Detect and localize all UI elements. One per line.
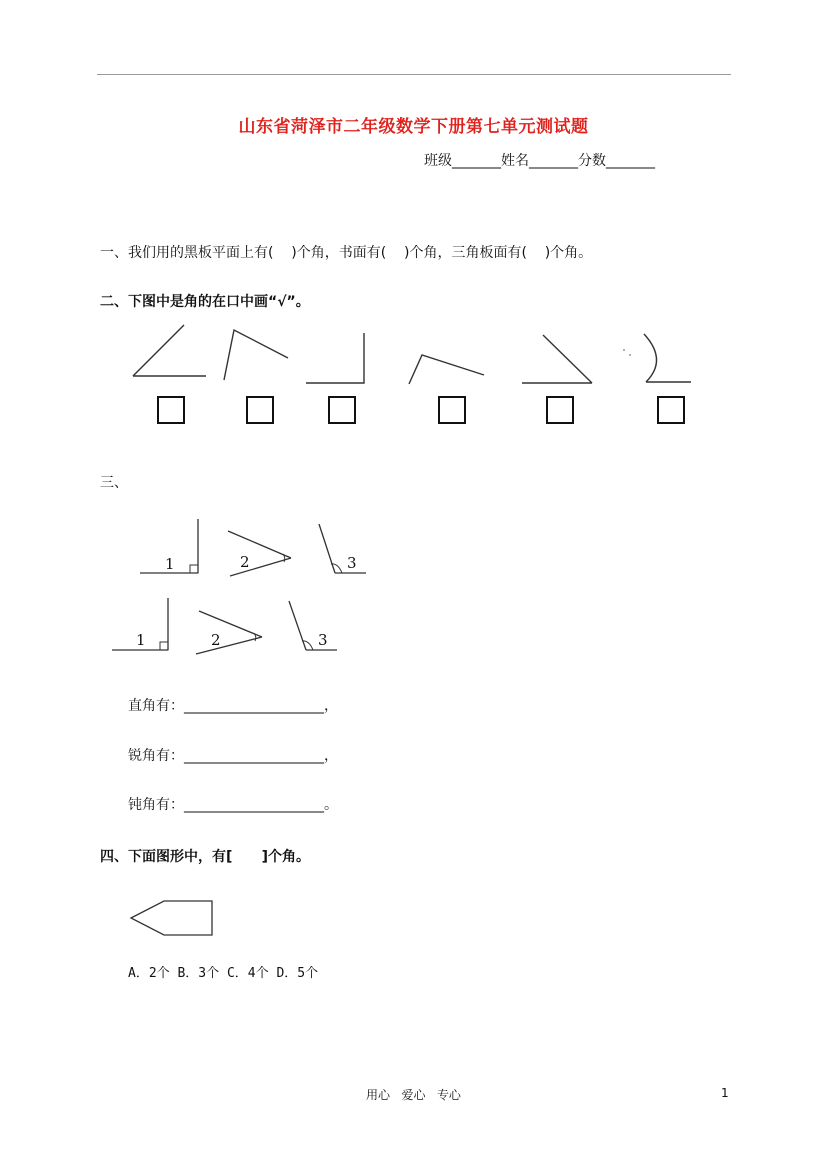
angle-1-label: 1 (136, 631, 146, 649)
page-number: 1 (721, 1086, 729, 1100)
angle-3-label: 3 (347, 554, 357, 572)
footer-text: 用心 爱心 专心 (366, 1088, 461, 1102)
right-angle-answer[interactable]: 直角有：____________________， (128, 698, 338, 714)
question-2: 二、下图中是角的在口中画“√”。 (100, 294, 310, 310)
question-1: 一、我们用的黑板平面上有( )个角，书面有( )个角，三角板面有( )个角。 (100, 245, 593, 261)
acute-angle-answer[interactable]: 锐角有：____________________， (128, 748, 338, 764)
student-info-line: 班级_______姓名_______分数_______ (424, 153, 655, 169)
question-3-label: 三、 (100, 475, 128, 491)
obtuse-angle-answer[interactable]: 钝角有：____________________。 (128, 797, 338, 813)
angle-1-label: 1 (165, 555, 175, 573)
q4-choices: A．2个 B．3个 C．4个 D．5个 (128, 966, 319, 981)
angle-2-label: 2 (211, 631, 221, 649)
page-title: 山东省菏泽市二年级数学下册第七单元测试题 (238, 117, 589, 137)
angle-2-label: 2 (240, 553, 250, 571)
angle-3-label: 3 (318, 631, 328, 649)
question-4: 四、下面图形中，有[ ]个角。 (100, 849, 311, 865)
